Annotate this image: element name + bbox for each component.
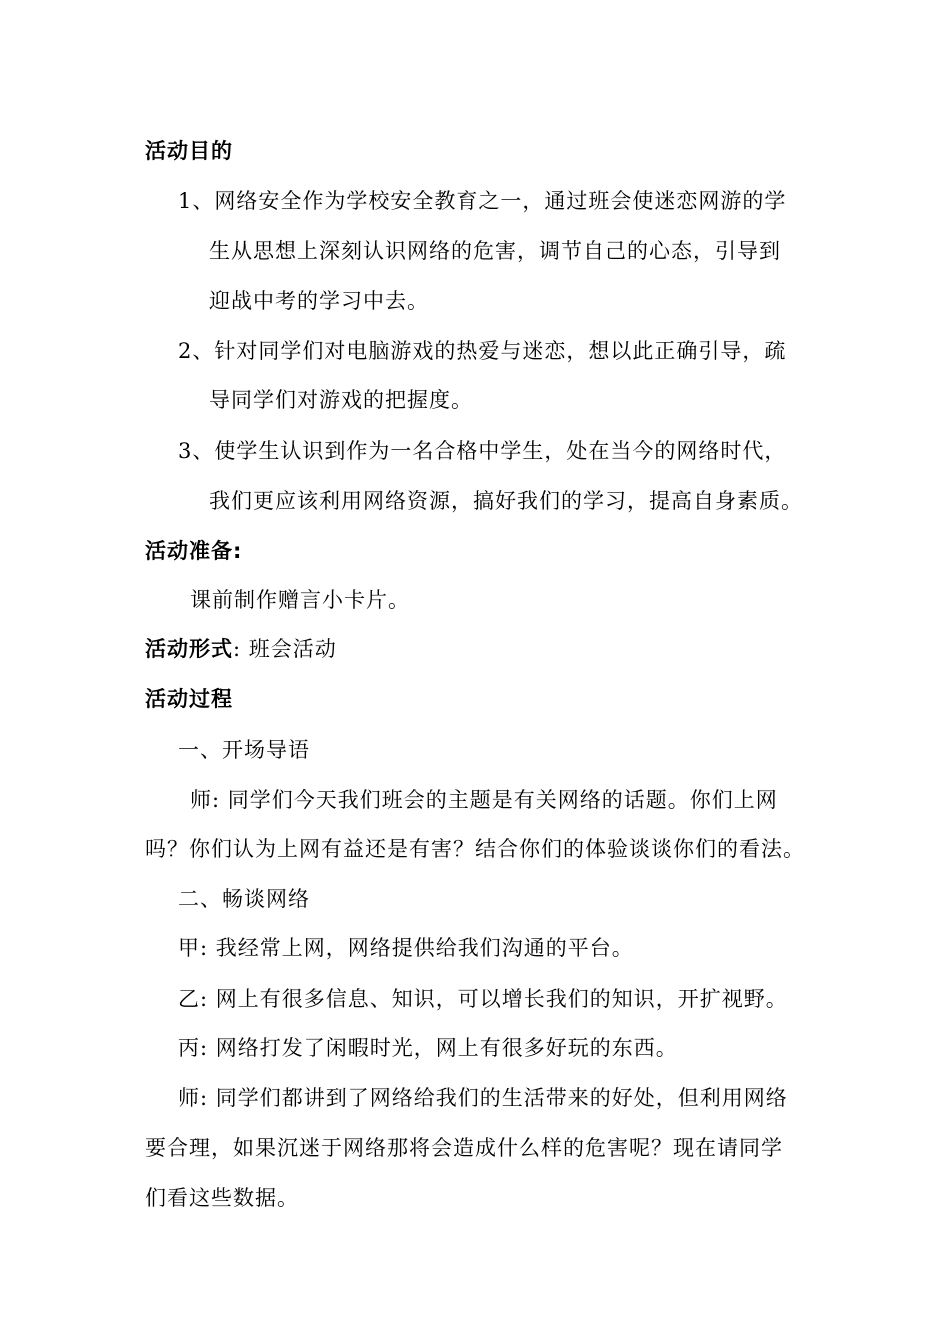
purpose-item-2-line-1: 2、针对同学们对电脑游戏的热爱与迷恋，想以此正确引导，疏 [178,339,787,363]
form-text: : 班会活动 [233,637,337,661]
student-a-remark: 甲: 我经常上网，网络提供给我们沟通的平台。 [178,936,634,960]
purpose-item-3-line-2: 我们更应该利用网络资源，搞好我们的学习，提高自身素质。 [209,489,803,513]
section-heading-process: 活动过程 [145,687,233,711]
purpose-item-1-line-1: 1、网络安全作为学校安全教育之一，通过班会使迷恋网游的学 [178,189,787,213]
section-heading-preparation: 活动准备: [145,539,243,563]
section-heading-purpose: 活动目的 [145,139,233,163]
purpose-item-1-line-2: 生从思想上深刻认识网络的危害，调节自己的心态，引导到 [209,239,781,263]
purpose-item-1-line-3: 迎战中考的学习中去。 [209,289,429,313]
purpose-item-2-line-2: 导同学们对游戏的把握度。 [209,388,473,412]
student-c-remark: 丙: 网络打发了闲暇时光，网上有很多好玩的东西。 [178,1036,678,1060]
teacher-remark-2-line-1: 师: 同学们都讲到了网络给我们的生活带来的好处，但利用网络 [178,1086,788,1110]
student-b-remark: 乙: 网上有很多信息、知识，可以增长我们的知识，开扩视野。 [178,987,788,1011]
teacher-remark-2-line-2: 要合理，如果沉迷于网络那将会造成什么样的危害呢？现在请同学 [145,1136,783,1160]
form-line [145,634,337,664]
preparation-text: 课前制作赠言小卡片。 [190,588,410,612]
process-part-1-title: 一、开场导语 [178,738,310,762]
teacher-remark-1-line-2: 吗？你们认为上网有益还是有害？结合你们的体验谈谈你们的看法。 [145,837,805,861]
process-part-2-title: 二、畅谈网络 [178,887,310,911]
teacher-remark-2-line-3: 们看这些数据。 [145,1186,299,1210]
purpose-item-3-line-1: 3、使学生认识到作为一名合格中学生，处在当今的网络时代， [178,439,787,463]
section-heading-form: 活动形式 [145,637,233,661]
teacher-remark-1-line-1: 师: 同学们今天我们班会的主题是有关网络的话题。你们上网 [190,788,778,812]
